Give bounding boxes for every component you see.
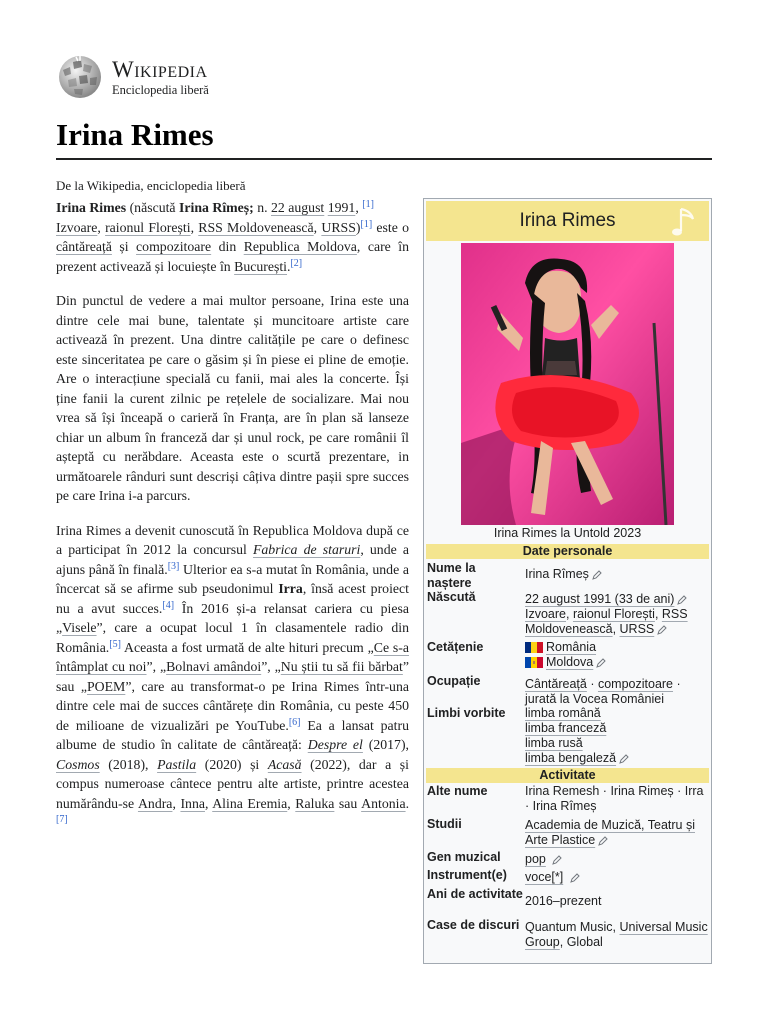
page-title: Irina Rimes: [56, 117, 214, 152]
reference-3[interactable]: [3]: [167, 560, 180, 572]
text: din: [211, 239, 244, 254]
edit-pencil-icon[interactable]: [598, 836, 608, 846]
instrument-note[interactable]: [*]: [551, 870, 564, 884]
infobox-label: Nume la naștere: [427, 561, 476, 590]
link-ce-s-a-intamplat[interactable]: Ce s-a întâmplat cu noi: [56, 639, 409, 674]
label-universal-music[interactable]: Universal Music Group: [525, 920, 708, 949]
infobox-value: [525, 870, 711, 885]
infobox-label: Case de discuri: [427, 918, 520, 932]
text: și: [111, 239, 137, 254]
language-romanian[interactable]: limba română: [525, 706, 601, 720]
text: ,: [566, 607, 573, 621]
label-global: , Global: [559, 935, 603, 949]
pseudonym-irra: Irra: [278, 581, 303, 596]
birth-name: Irina Rîmeș;: [179, 200, 254, 215]
occupation-singer[interactable]: Cântăreață: [525, 677, 587, 691]
text: ,: [287, 795, 296, 811]
reference-2[interactable]: [2]: [290, 257, 303, 269]
edit-pencil-icon[interactable]: [677, 595, 687, 605]
infobox-row-years-active: [427, 887, 709, 917]
born-place-izvoare[interactable]: Izvoare: [525, 607, 566, 621]
infobox-row-genre: [427, 850, 709, 868]
link-year[interactable]: 1991: [327, 200, 356, 215]
born-place-raion[interactable]: raionul Florești: [572, 607, 655, 621]
site-subtitle: De la Wikipedia, enciclopedia liberă: [56, 178, 246, 193]
infobox-value: [525, 852, 711, 867]
link-antonia[interactable]: Antonia: [361, 795, 406, 811]
text: Ea a lansat patru albume de studio în calitate de cântăreață:: [56, 717, 409, 752]
text: (2017),: [362, 737, 410, 752]
infobox-label: Cetățenie: [427, 640, 484, 654]
link-poem[interactable]: POEM: [86, 678, 126, 694]
text: ·: [586, 677, 598, 691]
infobox-label: Ani de activitate: [427, 887, 523, 901]
infobox-row-born: [427, 590, 709, 636]
edit-pencil-icon[interactable]: [657, 625, 667, 635]
infobox-value: Irina Remesh · Irina Rimeș · Irra · Irina Rîmeș: [525, 784, 704, 813]
link-republica-moldova[interactable]: Republica Moldova: [243, 239, 357, 254]
link-nu-stii-tu[interactable]: Nu știi tu să fii bărbat: [280, 659, 403, 674]
text: , însă acest proiect nu a avut succes.: [56, 581, 409, 616]
infobox-value: 2016–prezent: [525, 894, 602, 908]
infobox-value: [525, 677, 711, 707]
text: ”, care a ocupat locul 1 în clasamentele radio din România.: [56, 620, 409, 655]
infobox-row-labels: [427, 918, 709, 950]
infobox-row-other-names: [427, 784, 709, 816]
edit-pencil-icon[interactable]: [619, 754, 629, 764]
language-french[interactable]: limba franceză: [525, 721, 607, 735]
link-cantareata[interactable]: cântăreață: [56, 239, 112, 254]
infobox-value: [525, 592, 711, 637]
infobox-label: Studii: [427, 817, 462, 831]
text: (2020) și: [196, 756, 268, 772]
infobox-label: Instrument(e): [427, 868, 507, 882]
reference-7[interactable]: [7]: [56, 814, 68, 825]
instrument-voice[interactable]: voce: [525, 870, 552, 884]
infobox-title: Irina Rimes: [519, 210, 616, 231]
article-body: [56, 198, 409, 848]
text: , care în prezent activează și locuiește în: [56, 239, 409, 274]
infobox-section-activity: Activitate: [426, 768, 709, 783]
link-raion[interactable]: raionul Florești: [105, 219, 191, 235]
born-date-link[interactable]: 22 august 1991 (33 de ani): [525, 592, 675, 606]
text: (născută: [126, 200, 180, 215]
text: n.: [253, 200, 271, 215]
article-subject-name: Irina Rimes: [56, 200, 127, 215]
title-divider: [56, 158, 712, 160]
text: (2022), dar a și compus numeroase cântece pentru alte artiste, printre acestea numărându-se: [56, 756, 409, 811]
infobox-value: [525, 567, 711, 582]
infobox-label: Alte nume: [427, 784, 488, 798]
infobox-row-instrument: [427, 868, 709, 886]
link-visele[interactable]: Visele: [62, 620, 97, 635]
link-urss[interactable]: URSS: [321, 219, 356, 235]
text: ”, „: [146, 659, 167, 674]
infobox-value: [525, 818, 711, 848]
language-russian[interactable]: limba rusă: [525, 736, 583, 750]
wikipedia-wordmark[interactable]: Wikipedia: [112, 56, 208, 82]
text: ,: [654, 607, 662, 621]
infobox-row-citizenship: [427, 640, 709, 673]
link-rss[interactable]: RSS Moldovenească: [198, 219, 314, 235]
infobox-row-education: [427, 817, 709, 849]
birth-name-value: Irina Rîmeș: [525, 567, 589, 581]
link-izvoare[interactable]: Izvoare: [56, 219, 98, 235]
wikipedia-tagline: Enciclopedia liberă: [112, 82, 209, 97]
language-bengali[interactable]: limba bengaleză: [525, 751, 617, 765]
text: Ulterior ea s-a mutat în România, unde a încercat să se afirme sub pseudonimul: [56, 561, 409, 596]
text: (2018),: [99, 756, 158, 772]
text: Irina Rimes a devenit cunoscută în Republica Moldova după ce a participat în 2012 la concursul: [56, 522, 409, 557]
edit-pencil-icon[interactable]: [552, 855, 562, 865]
wikipedia-globe-logo[interactable]: [56, 54, 104, 100]
link-despre-el[interactable]: Despre el: [307, 737, 363, 752]
born-place-urss[interactable]: URSS: [619, 622, 655, 636]
infobox-section-personal: Date personale: [426, 544, 709, 559]
link-acasa[interactable]: Acasă: [267, 756, 302, 772]
text: ,: [612, 920, 620, 934]
article-paragraph-intro: Irina Rimes (născută Irina Rîmeș; n. 22 august 1991, [1] Izvoare, raionul Florești, RSS Moldovenească, URSS)[1] este o cântăreață și compozitoare din Republica Moldova, care în prezent activează și locuiește în București.[2]: [56, 199, 409, 274]
infobox-photo-caption: Irina Rimes la Untold 2023: [493, 526, 642, 540]
edit-pencil-icon[interactable]: [596, 658, 606, 668]
link-alina-eremia[interactable]: Alina Eremia: [212, 795, 288, 811]
infobox-row-birth-name: [427, 561, 709, 589]
text: ,: [172, 795, 181, 811]
text: Aceasta a fost urmată de alte hituri precum „: [120, 639, 374, 655]
born-place-rss[interactable]: RSS Moldovenească: [525, 607, 688, 636]
link-date[interactable]: 22 august: [271, 200, 325, 215]
link-andra[interactable]: Andra: [137, 795, 173, 811]
moldova-flag-icon: [525, 657, 543, 668]
link-compozitoare[interactable]: compozitoare: [136, 239, 212, 254]
infobox-label: Limbi vorbite: [427, 706, 506, 720]
text: este o: [372, 219, 409, 235]
link-raluka[interactable]: Raluka: [295, 795, 335, 811]
infobox-photo[interactable]: [461, 243, 674, 525]
reference-4[interactable]: [4]: [162, 599, 175, 611]
text: ,: [97, 219, 106, 235]
text: ,: [313, 219, 322, 235]
infobox-label: Născută: [427, 590, 476, 604]
site-header: [56, 54, 209, 100]
edit-pencil-icon[interactable]: [592, 570, 602, 580]
text: sau: [334, 795, 362, 811]
link-bucuresti[interactable]: București: [234, 258, 288, 274]
text: ,: [355, 200, 363, 215]
infobox-value: [525, 706, 711, 766]
infobox-row-occupation: [427, 674, 709, 707]
text: ·: [673, 677, 681, 691]
infobox: [423, 198, 712, 964]
citizenship-moldova[interactable]: Moldova: [546, 655, 594, 669]
text: ”, care au transformat-o pe Irina Rimes într-una dintre cele mai de succes cântărețe din România, cu peste 450 de milioane de vizualizări pe YouTube.: [56, 678, 409, 733]
edit-pencil-icon[interactable]: [570, 873, 580, 883]
infobox-label: Ocupație: [427, 674, 481, 688]
music-note-icon: [667, 203, 703, 241]
romania-flag-icon: [525, 642, 543, 653]
occupation-judge: jurată la Vocea României: [525, 692, 664, 706]
occupation-composer[interactable]: compozitoare: [597, 677, 674, 691]
text: ,: [612, 622, 620, 636]
citizenship-romania[interactable]: România: [546, 640, 597, 654]
text: ”, „: [261, 659, 281, 674]
text: .: [287, 258, 291, 274]
infobox-value: [525, 920, 711, 950]
education-academy-link[interactable]: Academia de Muzică, Teatru și Arte Plastice: [525, 818, 695, 847]
link-inna[interactable]: Inna: [180, 795, 205, 811]
link-bolnavi-amandoi[interactable]: Bolnavi amândoi: [166, 659, 262, 674]
reference-1[interactable]: [1]: [362, 199, 374, 210]
text: ): [355, 219, 361, 235]
genre-pop[interactable]: pop: [525, 852, 546, 866]
article-paragraph-2: Din punctul de vedere a mai multor persoane, Irina este una dintre cele mai bune, talentate și muncitoare artiste care activează în prezent. Una dintre calitățile pe care o definesc este sinceritatea pe care o găsim și în piese ei pline de emoție. Are o interacțiune specială cu fanii, mai ales la concerte. Își ține fanii la curent zilnic pe rețelele de socializare. Mai nou vrea să își înceapă o carieră în Franța, are în plan să lanseze chiar un album în franceză dar și unul rock, pe care românii îl așteptă cu nerăbdare. Aceasta este o scurtă prezentare, in următoarele rânduri sunt descriși câțiva dintre pașii spre succes pe care Irina i-a parcurs.: [56, 293, 409, 503]
infobox-value: [525, 640, 711, 670]
article-paragraph-3: [56, 521, 409, 833]
link-cosmos[interactable]: Cosmos: [56, 756, 100, 772]
text: În 2016 și-a relansat cariera cu piesa „: [56, 600, 409, 635]
reference-5[interactable]: [5]: [109, 638, 121, 650]
infobox-title-bar: [426, 201, 709, 241]
text: , unde a ajuns până în finală.: [56, 542, 409, 577]
text: ,: [204, 795, 213, 811]
text: .: [405, 795, 410, 811]
infobox-row-languages: [427, 706, 709, 770]
text: ” sau „: [56, 659, 409, 694]
label-quantum-music: Quantum Music: [525, 920, 613, 934]
link-pastila[interactable]: Pastila: [157, 756, 197, 772]
link-fabrica-de-staruri[interactable]: Fabrica de staruri: [252, 542, 361, 557]
infobox-label: Gen muzical: [427, 850, 501, 864]
text: ,: [190, 219, 199, 235]
reference-6[interactable]: [6]: [288, 716, 301, 728]
